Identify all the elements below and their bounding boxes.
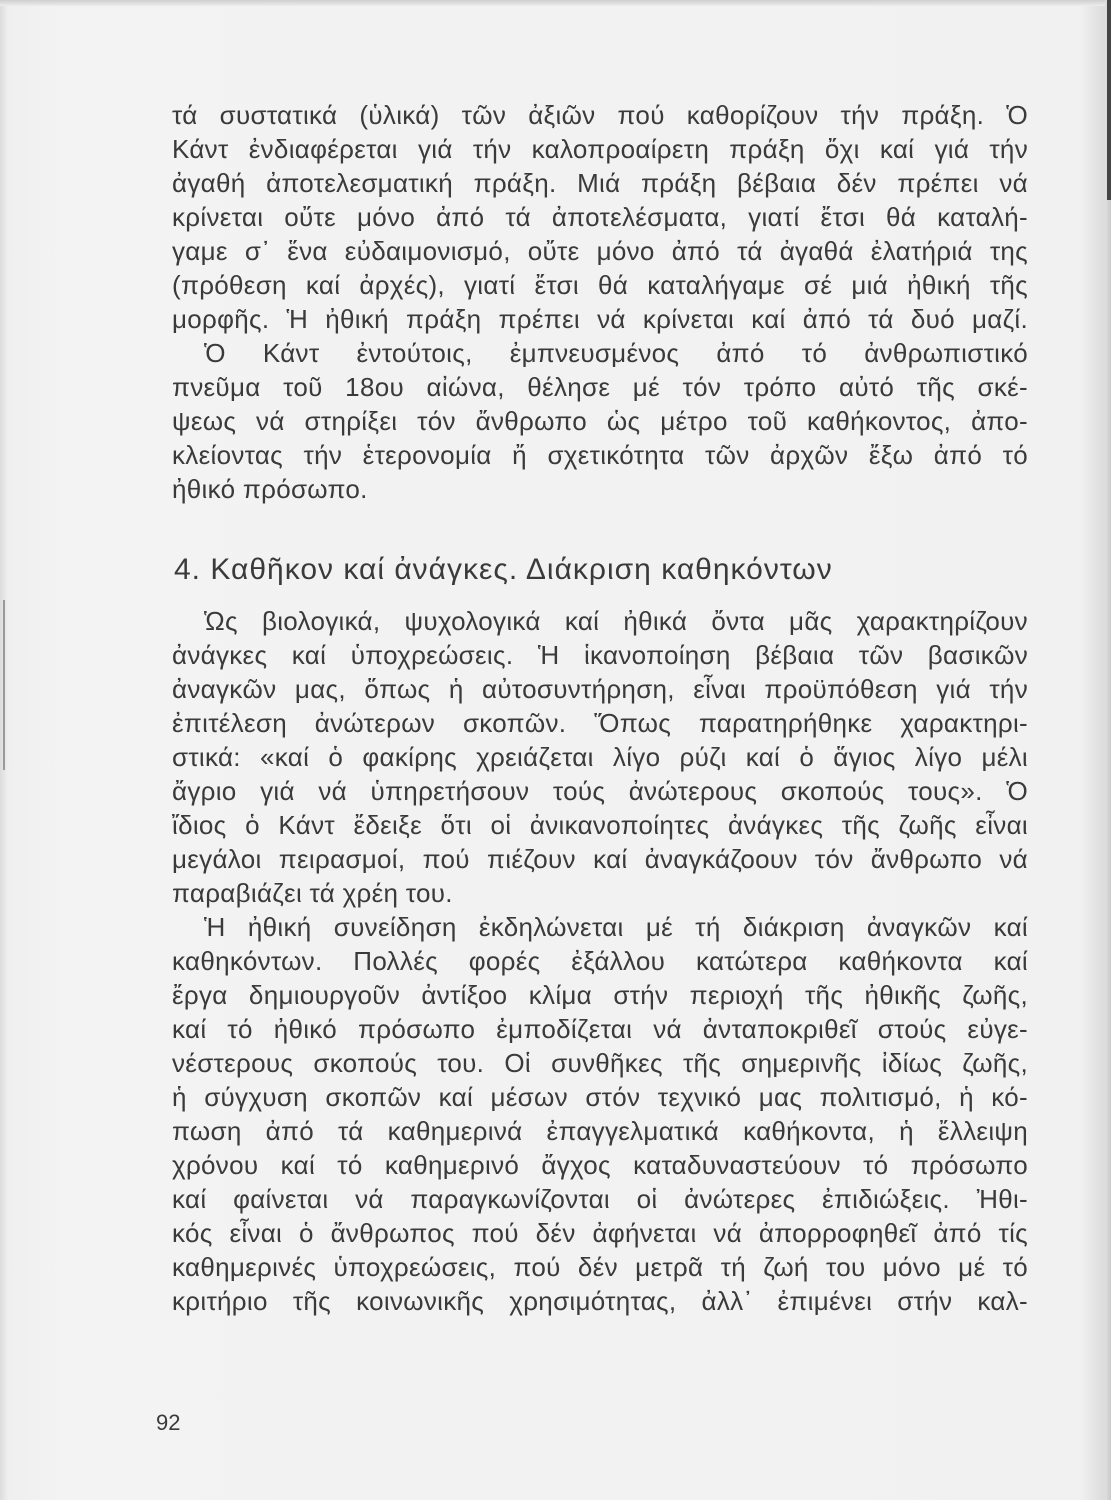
page-top-edge	[0, 0, 1111, 6]
text-line: ἀγαθή ἀποτελεσματική πράξη. Μιά πράξη βέβαια δέν πρέπει νά	[172, 168, 1028, 198]
paragraph-3	[172, 604, 1028, 910]
text-line: τά συστατικά (ὑλικά) τῶν ἀξιῶν πού καθορίζουν τήν πράξη. Ὁ	[172, 100, 1028, 130]
section-heading: 4. Καθῆκον καί ἀνάγκες. Διάκριση καθηκόντων	[174, 553, 833, 586]
text-line: παραβιάζει τά χρέη του.	[172, 878, 453, 908]
text-line: χρόνου καί τό καθημερινό ἄγχος καταδυναστεύουν τό πρόσωπο	[172, 1150, 1028, 1180]
text-line: κριτήριο τῆς κοινωνικῆς χρησιμότητας, ἀλλ᾽ ἐπιμένει στήν καλ-	[172, 1286, 1028, 1316]
text-line: ἔργα δημιουργοῦν ἀντίξοο κλίμα στήν περιοχή τῆς ἠθικῆς ζωῆς,	[172, 980, 1028, 1010]
page-number: 92	[156, 1410, 181, 1435]
text-line: Ὡς βιολογικά, ψυχολογικά καί ἠθικά ὄντα μᾶς χαρακτηρίζουν	[204, 606, 1028, 636]
text-line: μεγάλοι πειρασμοί, πού πιέζουν καί ἀναγκάζοουν τόν ἄνθρωπο νά	[172, 844, 1028, 874]
text-line: ἴδιος ὁ Κάντ ἔδειξε ὅτι οἱ ἀνικανοποίητες ἀνάγκες τῆς ζωῆς εἶναι	[172, 810, 1028, 840]
text-line: καί φαίνεται νά παραγκωνίζονται οἱ ἀνώτερες ἐπιδιώξεις. Ἠθι-	[172, 1184, 1028, 1214]
text-line: πνεῦμα τοῦ 18ου αἰώνα, θέλησε μέ τόν τρόπο αὐτό τῆς σκέ-	[172, 372, 1028, 402]
text-line: ἡ σύγχυση σκοπῶν καί μέσων στόν τεχνικό μας πολιτισμό, ἡ κό-	[172, 1082, 1028, 1112]
text-line: καθηκόντων. Πολλές φορές ἐξάλλου κατώτερα καθήκοντα καί	[172, 946, 1028, 976]
text-line: Κάντ ἐνδιαφέρεται γιά τήν καλοπροαίρετη πράξη ὄχι καί γιά τήν	[172, 134, 1028, 164]
text-line: κλείοντας τήν ἑτερονομία ἤ σχετικότητα τῶν ἀρχῶν ἔξω ἀπό τό	[172, 440, 1028, 470]
text-line: καθημερινές ὑποχρεώσεις, πού δέν μετρᾶ τή ζωή του μόνο μέ τό	[172, 1252, 1028, 1282]
text-line: ἀναγκῶν μας, ὅπως ἡ αὐτοσυντήρηση, εἶναι προϋπόθεση γιά τήν	[172, 674, 1028, 704]
text-line: ἀνάγκες καί ὑποχρεώσεις. Ἡ ἱκανοποίηση βέβαια τῶν βασικῶν	[172, 640, 1028, 670]
text-line: κρίνεται οὔτε μόνο ἀπό τά ἀποτελέσματα, γιατί ἔτσι θά καταλή-	[172, 202, 1028, 232]
text-line: ἄγριο γιά νά ὑπηρετήσουν τούς ἀνώτερους σκοπούς τους». Ὁ	[172, 776, 1028, 806]
page-right-edge	[1105, 0, 1111, 1500]
text-line: Ἡ ἠθική συνείδηση ἐκδηλώνεται μέ τή διάκριση ἀναγκῶν καί	[204, 912, 1028, 942]
text-line: πωση ἀπό τά καθημερινά ἐπαγγελματικά καθήκοντα, ἡ ἔλλειψη	[172, 1116, 1028, 1146]
text-line: (πρόθεση καί ἀρχές), γιατί ἔτσι θά καταλήγαμε σέ μιά ἠθική τῆς	[172, 270, 1028, 300]
text-line: γαμε σ᾽ ἕνα εὐδαιμονισμό, οὔτε μόνο ἀπό τά ἀγαθά ἐλατήριά της	[172, 236, 1028, 266]
text-line: ἐπιτέλεση ἀνώτερων σκοπῶν. Ὅπως παρατηρήθηκε χαρακτηρι-	[172, 708, 1028, 738]
scan-margin-mark	[3, 600, 5, 770]
text-line: ἠθικό πρόσωπο.	[172, 474, 368, 504]
body-text	[172, 98, 1028, 1318]
text-line: καί τό ἠθικό πρόσωπο ἐμποδίζεται νά ἀνταποκριθεῖ στούς εὐγε-	[172, 1014, 1028, 1044]
text-line: μορφῆς. Ἡ ἠθική πράξη πρέπει νά κρίνεται καί ἀπό τά δυό μαζί.	[172, 304, 1028, 334]
text-line: Ὁ Κάντ ἐντούτοις, ἐμπνευσμένος ἀπό τό ἀνθρωπιστικό	[204, 338, 1028, 368]
text-line: στικά: «καί ὁ φακίρης χρειάζεται λίγο ρύζι καί ὁ ἅγιος λίγο μέλι	[172, 742, 1028, 772]
page-binding-shadow	[1107, 0, 1111, 200]
paragraph-4	[172, 910, 1028, 1318]
text-line: κός εἶναι ὁ ἄνθρωπος πού δέν ἀφήνεται νά ἀπορροφηθεῖ ἀπό τίς	[172, 1218, 1028, 1248]
text-line: ψεως νά στηρίξει τόν ἄνθρωπο ὡς μέτρο τοῦ καθήκοντος, ἀπο-	[172, 406, 1028, 436]
paragraph-2	[172, 336, 1028, 506]
paragraph-1	[172, 98, 1028, 336]
text-line: νέστερους σκοπούς του. Οἱ συνθῆκες τῆς σημερινῆς ἰδίως ζωῆς,	[172, 1048, 1028, 1078]
